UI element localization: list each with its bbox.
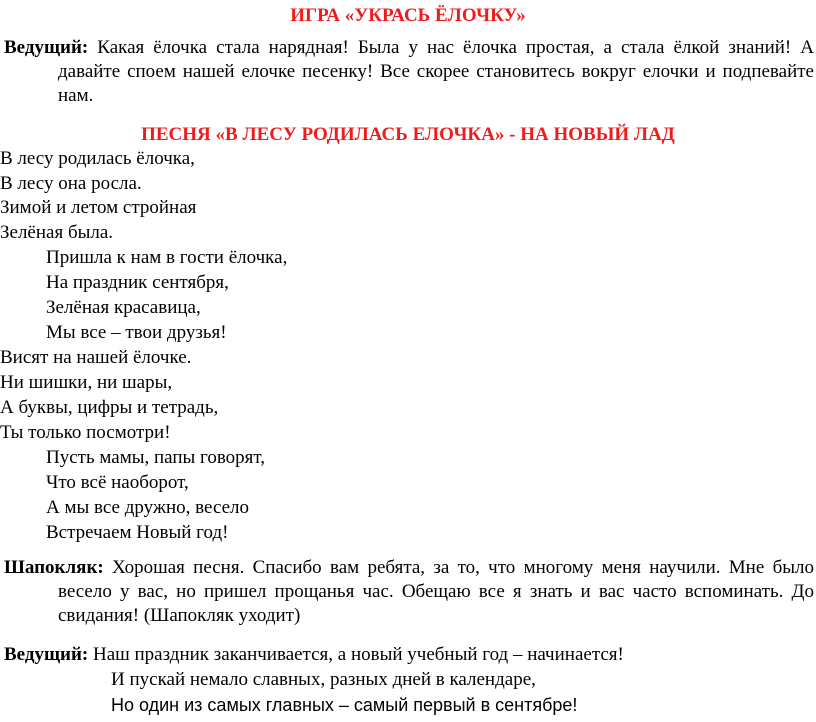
verse-line: На праздник сентября,: [46, 272, 229, 293]
verse-line: Пусть мамы, папы говорят,: [46, 447, 266, 468]
verse-line: А буквы, цифры и тетрадь,: [0, 397, 219, 418]
closing-line: Но один из самых главных – самый первый в сентябре!: [111, 695, 578, 715]
speaker-label: Ведущий:: [4, 644, 89, 665]
verse-line: Пришла к нам в гости ёлочка,: [46, 247, 288, 268]
closing-text: Наш праздник заканчивается, а новый учебный год – начинается!: [92, 644, 624, 665]
verse-line: Ты только посмотри!: [0, 422, 171, 443]
intro-text: Какая ёлочка стала нарядная! Была у нас ёлочка простая, а стала ёлкой знаний! А давайте споем нашей елочке песенку! Все скорее становитесь вокруг елочки и подпевайте нам.: [58, 37, 815, 106]
shapoklyak-text: Хорошая песня. Спасибо вам ребята, за то, что многому меня научили. Мне было весело у вас, но пришел прощанья час. Обещаю все я знать и вас часто вспоминать. До свидания! (Шапокляк уходит): [58, 557, 815, 626]
speaker-label: Шапокляк:: [4, 557, 104, 578]
game-title: ИГРА «УКРАСЬ ЁЛОЧКУ»: [290, 5, 526, 26]
verse-line: А мы все дружно, весело: [46, 497, 250, 518]
intro-paragraph: [4, 36, 814, 108]
song-title: ПЕСНЯ «В ЛЕСУ РОДИЛАСЬ ЕЛОЧКА» - НА НОВЫЙ ЛАД: [141, 124, 675, 145]
verse-line: В лесу родилась ёлочка,: [0, 148, 195, 169]
verse-line: Зелёная была.: [0, 222, 114, 243]
closing-paragraph: [4, 643, 814, 667]
closing-line: И пускай немало славных, разных дней в календаре,: [111, 669, 536, 690]
verse-line: Что всё наоборот,: [46, 472, 189, 493]
verse-line: Зелёная красавица,: [46, 297, 201, 318]
verse-line: Мы все – твои друзья!: [46, 322, 227, 343]
shapoklyak-paragraph: [4, 556, 814, 628]
verse-line: Висят на нашей ёлочке.: [0, 347, 192, 368]
verse-line: В лесу она росла.: [0, 173, 142, 194]
verse-line: Ни шишки, ни шары,: [0, 372, 173, 393]
verse-line: Встречаем Новый год!: [46, 522, 229, 543]
verse-line: Зимой и летом стройная: [0, 197, 197, 218]
speaker-label: Ведущий:: [4, 37, 89, 58]
